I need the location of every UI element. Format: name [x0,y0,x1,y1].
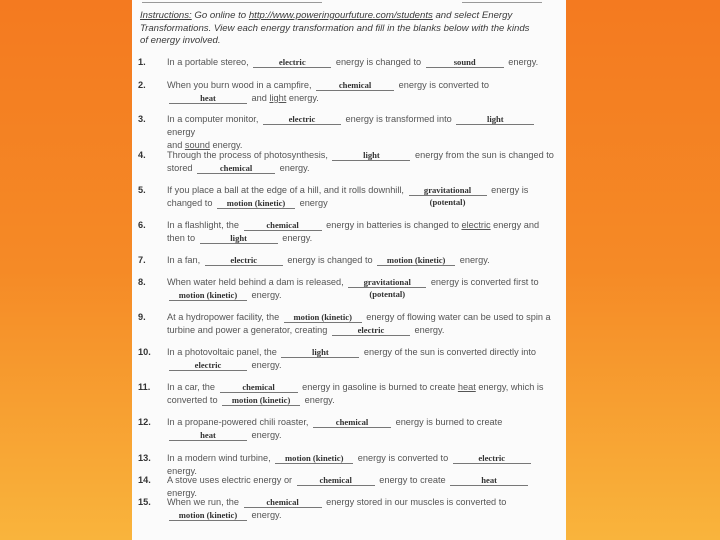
answer-text: heat [200,93,216,103]
answer-blank[interactable] [263,114,341,125]
question-text-segment: A stove uses electric energy or [167,475,295,485]
answer-blank[interactable] [222,395,300,406]
answer-text: electric [230,255,258,265]
question-text-segment: then to [167,233,198,243]
question-text-segment: energy is changed to [284,255,376,265]
answer-text: motion (kinetic) [284,453,344,463]
question-text-segment: energy [167,127,196,137]
answer-subtext: (potental) [429,197,466,207]
question-text [167,219,562,245]
question-text [167,416,562,442]
answer-text: light [363,150,380,160]
answer-blank[interactable] [377,255,455,266]
question-text [167,56,562,69]
answer-text: chemical [338,80,372,90]
question-text [167,276,562,302]
question-number: 1. [138,57,146,67]
underlined-word: electric [461,220,491,230]
answer-blank[interactable] [409,185,487,207]
answer-text: light [312,347,329,357]
question-text-segment: energy. [249,510,282,520]
answer-blank[interactable] [284,312,362,323]
answer-blank[interactable] [332,325,410,336]
answer-text: motion (kinetic) [293,312,352,322]
question-text-segment: energy is [488,185,529,195]
question-text-segment: energy is changed to [333,57,424,67]
question-text-segment: energy, which is [475,382,544,392]
answer-text: motion (kinetic) [178,510,238,520]
question-text-segment: energy. [249,290,282,300]
answer-blank[interactable] [205,255,283,266]
question-number: 7. [138,255,146,265]
question-number: 15. [138,497,151,507]
underlined-word: light [269,93,287,103]
answer-text: chemical [219,163,253,173]
question-text-segment: energy is converted first to [428,277,539,287]
question-number: 10. [138,347,151,357]
answer-blank[interactable] [253,57,331,68]
period-line [462,2,542,3]
answer-text: electric [288,114,316,124]
question-text-segment: energy of flowing water can be used to spin a [363,312,551,322]
answer-blank[interactable] [426,57,504,68]
question-text-segment: When water held behind a dam is released, [167,277,347,287]
answer-text: motion (kinetic) [386,255,446,265]
question-text-segment: In a fan, [167,255,203,265]
question-text-segment: In a photovoltaic panel, the [167,347,280,357]
question-text-segment: energy from the sun is changed to [412,150,554,160]
question-text-segment: energy. [411,325,445,335]
question-text [167,79,562,105]
question-text-segment: energy of the sun is converted directly into [361,347,537,357]
answer-text: chemical [319,475,352,485]
answer-blank[interactable] [456,114,534,125]
worksheet-page [132,0,566,540]
answer-text: gravitational [363,277,411,287]
question-text-segment: energy. [167,466,197,476]
question-text-segment: energy. [209,140,243,150]
answer-text: chemical [266,220,299,230]
question-text-segment: and [249,93,270,103]
question-text-segment: energy. [249,430,282,440]
question-text-segment: In a computer monitor, [167,114,261,124]
question-text [167,184,562,210]
answer-text: electric [278,57,306,67]
question-text-segment: Through the process of photosynthesis, [167,150,331,160]
question-text-segment: energy is converted to [355,453,451,463]
question-number: 2. [138,80,146,90]
question-number: 11. [138,382,151,392]
question-text [167,254,562,267]
question-text-segment: energy in batteries is changed to [323,220,462,230]
answer-blank[interactable] [169,93,247,104]
question-number: 13. [138,453,151,463]
answer-text: motion (kinetic) [231,395,291,405]
question-number: 9. [138,312,146,322]
name-line [142,2,322,3]
instructions-url[interactable]: http://www.poweringourfuture.com/students [248,10,433,21]
question-text-segment: energy is converted to [396,80,490,90]
answer-blank[interactable] [313,417,391,428]
instructions [140,10,540,48]
answer-text: motion (kinetic) [226,198,286,208]
answer-text: heat [481,475,498,485]
question-text-segment: turbine and power a generator, creating [167,325,330,335]
answer-blank[interactable] [450,475,528,486]
instructions-text: Go online to [191,10,249,21]
answer-blank[interactable] [297,475,375,486]
question-text-segment: energy [297,198,328,208]
answer-blank[interactable] [200,233,278,244]
answer-text: electric [478,453,506,463]
question-text-segment: changed to [167,198,216,208]
question-text-segment: energy. [505,57,539,67]
answer-text: chemical [335,417,369,427]
answer-subtext: (potental) [369,289,406,299]
question-text-segment: energy and [490,220,540,230]
answer-text: chemical [242,382,275,392]
question-text-segment: stored [167,163,196,173]
question-text-segment: energy is burned to create [393,417,503,427]
answer-blank[interactable] [169,430,247,441]
question-text-segment: In a flashlight, the [167,220,242,230]
underlined-word: sound [184,140,210,150]
answer-text: chemical [266,497,299,507]
answer-blank[interactable] [169,360,247,371]
question-text-segment: energy. [249,360,282,370]
answer-blank[interactable] [169,290,247,301]
question-text-segment: energy. [167,488,197,498]
question-text-segment: energy. [279,233,313,243]
question-text [167,113,562,152]
answer-text: electric [194,360,222,370]
question-text-segment: In a car, the [167,382,218,392]
question-number: 6. [138,220,146,230]
question-number: 14. [138,475,151,485]
question-text-segment: If you place a ball at the edge of a hill, and it rolls downhill, [167,185,407,195]
instructions-text-2: and select Energy Transformations. View each energy transformation and fill in the blanks below with the kinds of energy involved. [140,10,530,46]
answer-blank[interactable] [217,198,295,209]
question-text-segment: energy in gasoline is burned to create [299,382,458,392]
answer-blank[interactable] [169,510,247,521]
question-number: 5. [138,185,146,195]
answer-blank[interactable] [281,347,359,358]
answer-blank[interactable] [244,220,322,231]
answer-blank[interactable] [453,453,531,464]
answer-text: electric [357,325,385,335]
answer-blank[interactable] [197,163,275,174]
question-text-segment: energy. [286,93,319,103]
question-number: 8. [138,277,146,287]
question-text [167,149,562,175]
question-text-segment: and [167,140,185,150]
question-text-segment: energy. [302,395,335,405]
answer-blank[interactable] [244,497,322,508]
underlined-word: heat [457,382,476,392]
answer-blank[interactable] [332,150,410,161]
question-text-segment: energy. [457,255,490,265]
question-text-segment: energy. [277,163,310,173]
question-text-segment: In a portable stereo, [167,57,252,67]
question-text-segment: energy is transformed into [342,114,455,124]
question-text [167,311,562,337]
question-number: 3. [138,114,146,124]
answer-text: light [486,114,504,124]
question-text-segment: In a propane-powered chili roaster, [167,417,312,427]
answer-blank[interactable] [316,80,394,91]
answer-text: light [230,233,248,243]
question-text-segment: energy to create [376,475,449,485]
question-text [167,346,562,372]
question-text [167,381,562,407]
answer-blank[interactable] [348,277,426,299]
question-text-segment: At a hydropower facility, the [167,312,282,322]
answer-blank[interactable] [220,382,298,393]
answer-blank[interactable] [275,453,353,464]
question-text-segment: When we run, the [167,497,242,507]
answer-text: gravitational [423,185,472,195]
answer-text: heat [200,430,216,440]
question-text-segment: When you burn wood in a campfire, [167,80,315,90]
question-text-segment: energy stored in our muscles is converted to [323,497,507,507]
question-text-segment: In a modern wind turbine, [167,453,274,463]
question-text-segment: converted to [167,395,221,405]
answer-text: motion (kinetic) [178,290,238,300]
answer-text: sound [453,57,476,67]
instructions-label: Instructions: [140,10,192,21]
question-number: 12. [138,417,151,427]
question-number: 4. [138,150,146,160]
question-text [167,496,562,522]
